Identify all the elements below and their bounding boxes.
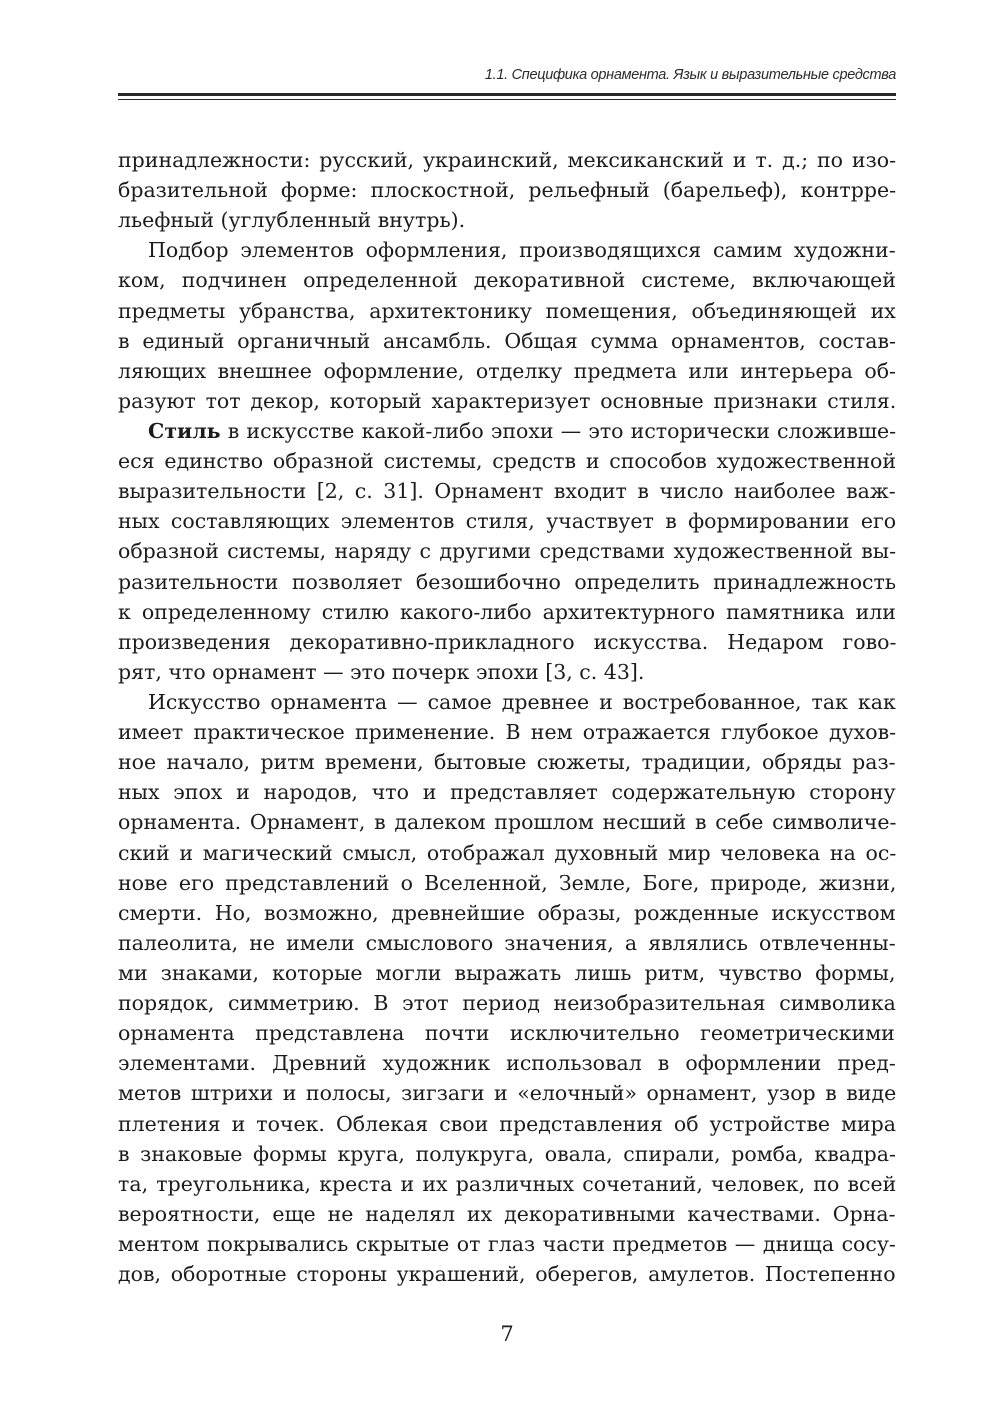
header-rule-thin	[118, 99, 896, 100]
style-term: Стиль	[148, 418, 221, 443]
text-line: ных составляющих элементов стиля, участвует в формировании его	[118, 509, 897, 534]
paragraph-start-line: Подбор элементов оформления, производящихся самим художни-	[148, 238, 896, 263]
text-line: к определенному стилю какого-либо архитектурного памятника или	[118, 599, 896, 624]
text-line-rest: в искусстве какой-либо эпохи — это исторически сложивше-	[227, 418, 897, 443]
text-line: ми знаками, которые могли выражать лишь ритм, чувство формы,	[118, 960, 896, 985]
paragraph-start-line	[118, 416, 896, 446]
header-rule-thick	[118, 93, 896, 96]
text-line: льефный (углубленный внутрь).	[118, 208, 466, 233]
text-line: бразительной форме: плоскостной, рельефный (барельеф), контрре-	[118, 178, 897, 203]
text-line: предметы убранства, архитектонику помещения, объединяющей их	[118, 298, 896, 323]
text-line: ком, подчинен определенной декоративной системе, включающей	[118, 268, 896, 293]
text-line: ский и магический смысл, отображал духовный мир человека на ос-	[118, 840, 897, 865]
text-line: та, треугольника, креста и их различных сочетаний, человек, по всей	[118, 1171, 897, 1196]
text-line: рят, что орнамент — это почерк эпохи [3, с. 43].	[118, 659, 645, 684]
text-line: в знаковые формы круга, полукруга, овала, спирали, ромба, квадра-	[118, 1141, 896, 1166]
text-line: порядок, симметрию. В этот период неизобразительная символика	[118, 991, 896, 1016]
text-line: орнамента. Орнамент, в далеком прошлом несший в себе символиче-	[118, 810, 897, 835]
text-line: палеолита, не имели смыслового значения, а являлись отвлеченны-	[118, 930, 896, 955]
paragraph-start-line: Искусство орнамента — самое древнее и востребованное, так как	[148, 689, 896, 714]
text-line: смерти. Но, возможно, древнейшие образы, рожденные искусством	[118, 900, 896, 925]
text-line: образной системы, наряду с другими средствами художественной вы-	[118, 539, 897, 564]
text-line: ное начало, ритм времени, бытовые сюжеты, традиции, обряды раз-	[118, 750, 896, 775]
text-line: принадлежности: русский, украинский, мексиканский и т. д.; по изо-	[118, 148, 897, 172]
text-line: произведения декоративно-прикладного искусства. Недаром гово-	[118, 629, 897, 654]
page-number: 7	[500, 1322, 514, 1346]
text-line: элементами. Древний художник использовал в оформлении пред-	[118, 1051, 896, 1076]
text-line: ных эпох и народов, что и представляет содержательную сторону	[118, 780, 896, 805]
running-head: 1.1. Специфика орнамента. Язык и выразительные средства	[484, 67, 896, 83]
text-line: разительности позволяет безошибочно определить принадлежность	[118, 569, 897, 594]
text-line: метов штрихи и полосы, зигзаги и «елочный» орнамент, узор в виде	[118, 1081, 897, 1106]
body-text	[118, 145, 896, 1289]
text-line: в единый органичный ансамбль. Общая сумма орнаментов, состав-	[118, 328, 896, 353]
text-line: имеет практическое применение. В нем отражается глубокое духов-	[118, 720, 897, 745]
text-line: ляющих внешнее оформление, отделку предмета или интерьера об-	[118, 358, 896, 383]
text-line: разуют тот декор, который характеризует основные признаки стиля.	[118, 388, 897, 413]
text-line: нове его представлений о Вселенной, Земле, Боге, природе, жизни,	[118, 870, 897, 895]
text-line: выразительности [2, с. 31]. Орнамент входит в число наиболее важ-	[118, 479, 896, 504]
text-line: орнамента представлена почти исключительно геометрическими	[118, 1021, 895, 1046]
text-line: вероятности, еще не наделял их декоративными качествами. Орна-	[118, 1201, 896, 1226]
text-line: дов, оборотные стороны украшений, оберегов, амулетов. Постепенно	[118, 1262, 896, 1287]
text-line: еся единство образной системы, средств и способов художественной	[118, 449, 897, 474]
text-line: плетения и точек. Облекая свои представления об устройстве мира	[118, 1111, 897, 1136]
text-line: ментом покрывались скрытые от глаз части предметов — днища сосу-	[118, 1231, 896, 1256]
